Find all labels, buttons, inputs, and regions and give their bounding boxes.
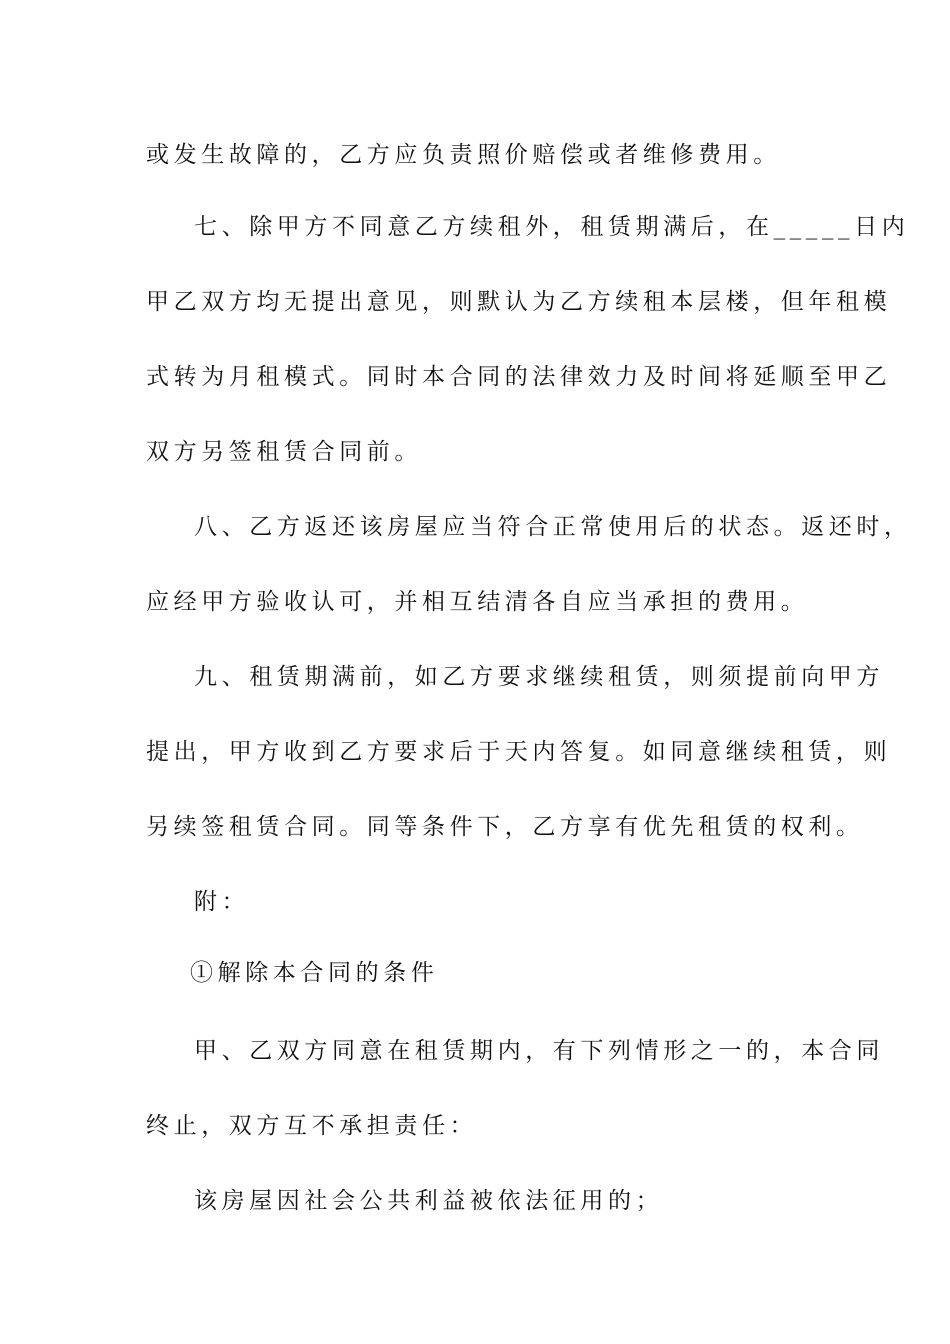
clause-9-line: 九、租赁期满前，如乙方要求继续租赁，则须提前向甲方 xyxy=(194,664,884,690)
paragraph-line: 提出，甲方收到乙方要求后于天内答复。如同意继续租赁，则 xyxy=(146,739,892,765)
clause-7-line: 七、除甲方不同意乙方续租外，租赁期满后，在_____日内 xyxy=(194,214,910,240)
paragraph-line: 甲乙双方均无提出意见，则默认为乙方续租本层楼，但年租模 xyxy=(146,289,892,315)
appendix-heading: 附： xyxy=(194,889,250,915)
paragraph-line: 双方另签租赁合同前。 xyxy=(146,439,422,465)
paragraph-line: 终止，双方互不承担责任： xyxy=(146,1113,478,1139)
paragraph-line: 式转为月租模式。同时本合同的法律效力及时间将延顺至甲乙 xyxy=(146,364,892,390)
paragraph-line: 或发生故障的，乙方应负责照价赔偿或者维修费用。 xyxy=(146,142,781,168)
appendix-item-1: ①解除本合同的条件 xyxy=(190,960,439,986)
paragraph-line: 应经甲方验收认可，并相互结清各自应当承担的费用。 xyxy=(146,589,809,615)
paragraph-line: 甲、乙双方同意在租赁期内，有下列情形之一的，本合同 xyxy=(194,1038,884,1064)
paragraph-line: 该房屋因社会公共利益被依法征用的； xyxy=(194,1188,664,1214)
paragraph-line: 另续签租赁合同。同等条件下，乙方享有优先租赁的权利。 xyxy=(146,814,864,840)
clause-8-line: 八、乙方返还该房屋应当符合正常使用后的状态。返还时， xyxy=(194,514,912,540)
